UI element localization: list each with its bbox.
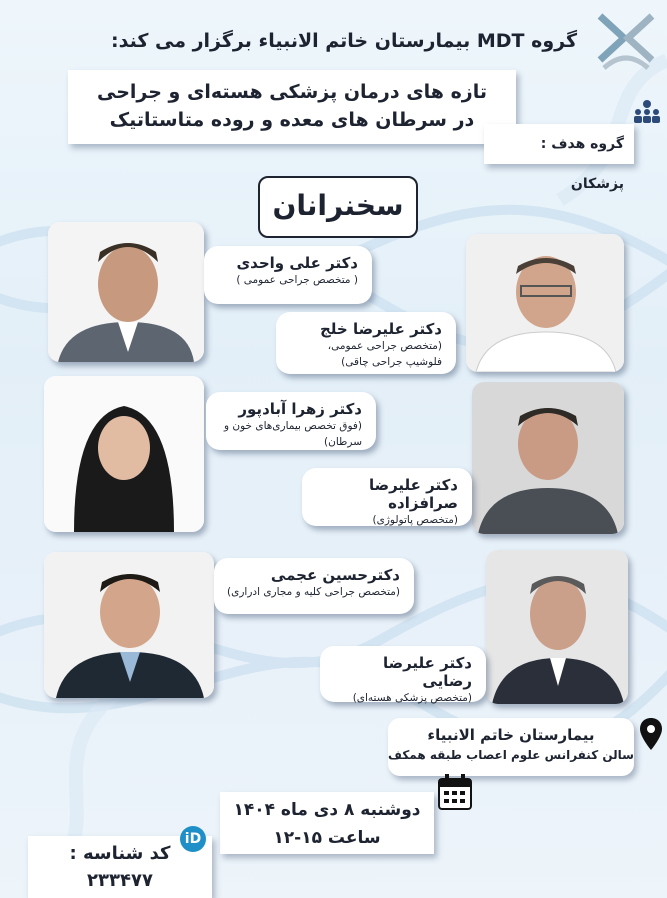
speaker-name: دکتر علیرضا رضایی (382, 654, 472, 690)
target-group: گروه هدف : پزشکان (484, 124, 634, 164)
speaker-photo-ajami (44, 552, 214, 698)
speaker-photo-sarrafzadeh (472, 382, 624, 534)
speaker-specialty-line2: سرطان) (324, 436, 362, 448)
event-title-line2: در سرطان های معده و روده متاستاتیک (109, 109, 475, 131)
speakers-heading: سخنرانان (258, 176, 418, 238)
speaker-photo-vahedi (48, 222, 204, 362)
speaker-photo-khalaj (466, 234, 624, 372)
event-title-line1: تازه های درمان پزشکی هسته‌ای و جراحی (96, 81, 487, 103)
speaker-card-sarrafzadeh (302, 468, 472, 526)
organizer-heading: گروه MDT بیمارستان خاتم الانبیاء برگزار می کند: (111, 30, 577, 52)
speaker-name: دکتر زهرا آبادپور (238, 400, 362, 418)
speaker-photo-abadpour (44, 376, 204, 532)
id-icon: iD (180, 826, 206, 852)
speaker-card-abadpour (206, 392, 376, 450)
speaker-name: دکترحسین عجمی (270, 566, 400, 584)
location-pin-icon (640, 718, 662, 750)
speaker-specialty: (متخصص پاتولوژی) (372, 514, 458, 526)
id-code-label: کد شناسه : (69, 843, 171, 864)
speaker-card-rezaei (320, 646, 486, 702)
speaker-specialty: (متخصص جراحی کلیه و مجاری ادراری) (227, 586, 400, 598)
event-time: ساعت ۱۵-۱۲ (273, 828, 381, 848)
speaker-specialty: (متخصص جراحی عمومی، (327, 340, 442, 352)
speaker-specialty: (فوق تخصص بیماری‌های خون و (223, 420, 362, 432)
conference-hall: سالن کنفرانس علوم اعصاب طبقه همکف (388, 748, 634, 762)
event-title-box (68, 70, 516, 144)
speaker-photo-rezaei (486, 550, 628, 704)
id-code-value: ۲۳۳۴۷۷ (87, 870, 153, 891)
speaker-card-khalaj (276, 312, 456, 374)
speaker-specialty-line2: فلوشیپ جراحی چاقی) (341, 356, 442, 368)
speaker-card-ajami (214, 558, 414, 614)
date-time-box (220, 792, 434, 854)
audience-icon (632, 98, 662, 128)
speaker-name: دکتر علی واحدی (236, 254, 358, 272)
speaker-specialty: (متخصص پزشکی هسته‌ای) (352, 692, 472, 704)
speaker-specialty: ( متخصص جراحی عمومی ) (236, 274, 358, 286)
speaker-name: دکتر علیرضا خلج (319, 320, 442, 338)
speaker-name: دکتر علیرضا صرافزاده (368, 476, 458, 512)
hospital-logo-icon (594, 8, 658, 72)
calendar-icon (438, 774, 472, 810)
hospital-name: بیمارستان خاتم الانبیاء (427, 726, 595, 744)
event-date: دوشنبه ۸ دی ماه ۱۴۰۴ (233, 800, 421, 820)
speaker-card-vahedi (204, 246, 372, 304)
location-box (388, 718, 634, 776)
